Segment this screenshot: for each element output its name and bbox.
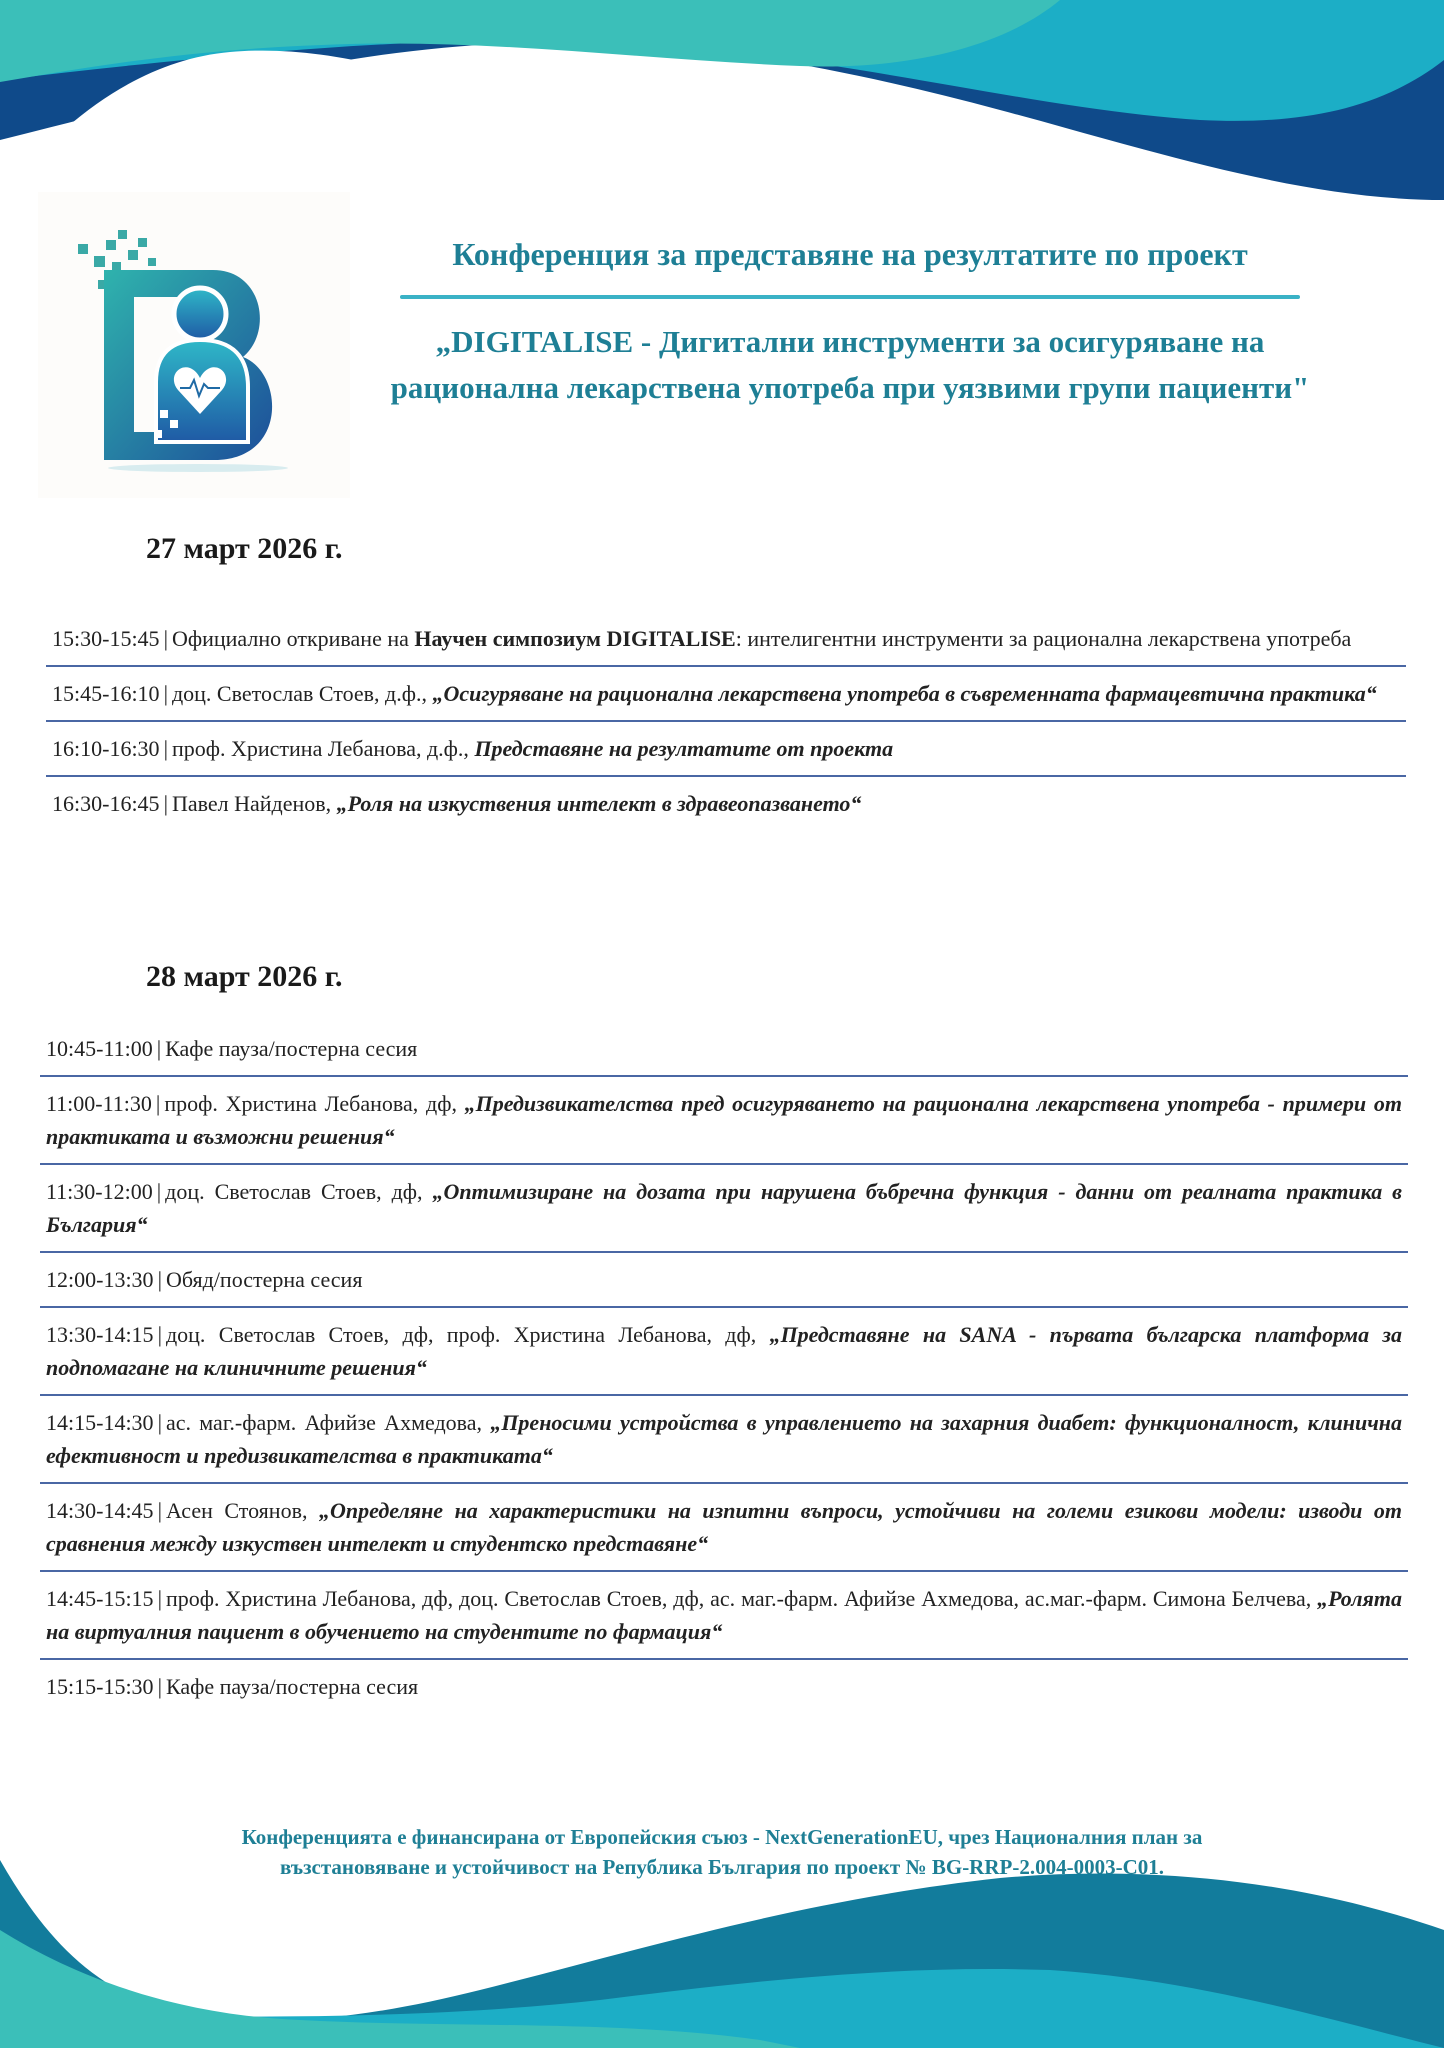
- session-time: 15:15-15:30: [46, 1674, 154, 1699]
- schedule-item: [40, 1660, 1408, 1713]
- session-speaker-or-text: Кафе пауза/постерна сесия: [165, 1674, 419, 1699]
- session-speaker-or-text: проф. Христина Лебанова, дф,: [164, 1091, 465, 1116]
- session-speaker-or-text: Павел Найденов,: [171, 791, 337, 816]
- separator: |: [157, 1410, 162, 1435]
- schedule-item: [46, 777, 1406, 830]
- separator: |: [157, 1267, 162, 1292]
- schedule-item: [40, 1484, 1408, 1572]
- separator: |: [163, 681, 168, 706]
- session-time: 16:10-16:30: [52, 736, 160, 761]
- schedule-item: [40, 1022, 1408, 1077]
- conference-title: Конференция за представяне на резултатите по проект: [452, 236, 1248, 272]
- session-time: 12:00-13:30: [46, 1267, 154, 1292]
- project-title: „DIGITALISE - Дигитални инструменти за осигуряване на рационална лекарствена употреба при уязвими групи пациенти": [390, 324, 1310, 405]
- session-text-continued: : интелигентни инструменти за рационална лекарствена употреба: [735, 626, 1352, 651]
- schedule-item: [40, 1308, 1408, 1396]
- session-time: 14:15-14:30: [46, 1410, 154, 1435]
- session-speaker-or-text: Асен Стоянов,: [165, 1498, 319, 1523]
- project-logo: [38, 192, 350, 498]
- separator: |: [157, 1674, 162, 1699]
- session-speaker-or-text: проф. Христина Лебанова, д.ф.,: [171, 736, 475, 761]
- separator: |: [163, 791, 168, 816]
- day-2-schedule: [40, 1022, 1408, 1713]
- separator: |: [163, 626, 168, 651]
- separator: |: [157, 1586, 162, 1611]
- session-speaker-or-text: Кафе пауза/постерна сесия: [165, 1036, 418, 1061]
- schedule-item: [40, 1396, 1408, 1484]
- session-time: 15:45-16:10: [52, 681, 160, 706]
- session-speaker-or-text: Официално откриване на: [171, 626, 415, 651]
- session-title: „Преносими устройства в управлението на захарния диабет: функционалност, клинична ефективност и предизвикателства в практиката“: [46, 1410, 1402, 1468]
- session-speaker-or-text: доц. Светослав Стоев, дф,: [165, 1179, 433, 1204]
- schedule-item: [40, 1572, 1408, 1660]
- session-title: „Осигуряване на рационална лекарствена употреба в съвременната фармацевтична практика“: [432, 681, 1377, 706]
- session-title: „Представяне на SANA - първата българска платформа за подпомагане на клиничните решения“: [46, 1322, 1402, 1380]
- session-time: 14:45-15:15: [46, 1586, 154, 1611]
- session-time: 10:45-11:00: [46, 1036, 153, 1061]
- session-time: 14:30-14:45: [46, 1498, 154, 1523]
- session-time: 11:30-12:00: [46, 1179, 153, 1204]
- session-time: 16:30-16:45: [52, 791, 160, 816]
- conference-header: [350, 236, 1350, 411]
- session-time: 15:30-15:45: [52, 626, 160, 651]
- session-speaker-or-text: проф. Христина Лебанова, дф, доц. Светослав Стоев, дф, ас. маг.-фарм. Афийзе Ахмедова, ас.маг.-фарм. Симона Белчева,: [165, 1586, 1318, 1611]
- separator: |: [157, 1498, 162, 1523]
- day-1-schedule: [46, 612, 1406, 830]
- session-title: „Предизвикателства пред осигуряването на рационална лекарствена употреба - примери от практиката и възможни решения“: [46, 1091, 1402, 1149]
- separator: |: [157, 1322, 162, 1347]
- schedule-item: [40, 1253, 1408, 1308]
- day-2-date: 28 март 2026 г.: [146, 960, 343, 993]
- bottom-wave-decoration: [0, 1820, 1444, 2048]
- schedule-item: [40, 1165, 1408, 1253]
- session-title: „Ролята на виртуалния пациент в обучението на студентите по фармация“: [46, 1586, 1402, 1644]
- session-title: „Определяне на характеристики на изпитни въпроси, устойчиви на големи езикови модели: изводи от сравнения между изкуствен интелект и студентско представяне“: [46, 1498, 1403, 1556]
- day-1-date: 27 март 2026 г.: [146, 532, 343, 565]
- session-speaker-or-text: Обяд/постерна сесия: [165, 1267, 363, 1292]
- session-speaker-or-text: доц. Светослав Стоев, д.ф.,: [171, 681, 433, 706]
- schedule-item: [46, 722, 1406, 777]
- schedule-item: [46, 667, 1406, 722]
- separator: |: [163, 736, 168, 761]
- session-title: Представяне на резултатите от проекта: [474, 736, 894, 761]
- digitalise-logo-icon: [38, 192, 350, 498]
- session-time: 13:30-14:15: [46, 1322, 154, 1347]
- separator: |: [156, 1179, 162, 1204]
- session-time: 11:00-11:30: [46, 1091, 152, 1116]
- session-title: „Оптимизиране на дозата при нарушена бъбречна функция - данни от реалната практика в България“: [46, 1179, 1402, 1237]
- funding-line-2: възстановяване и устойчивост на Република България по проект № BG-RRP-2.004-0003-C01.: [280, 1855, 1164, 1879]
- schedule-item: [40, 1077, 1408, 1165]
- top-wave-decoration: [0, 0, 1444, 220]
- schedule-item: [46, 612, 1406, 667]
- separator: |: [155, 1091, 161, 1116]
- session-speaker-or-text: ас. маг.-фарм. Афийзе Ахмедова,: [165, 1410, 491, 1435]
- separator: |: [156, 1036, 162, 1061]
- funding-line-1: Конференцията е финансирана от Европейския съюз - NextGenerationEU, чрез Националния план за: [241, 1825, 1203, 1849]
- session-title: „Роля на изкуствения интелект в здравеопазването“: [336, 791, 862, 816]
- session-highlight: Научен симпозиум DIGITALISE: [414, 626, 736, 651]
- session-speaker-or-text: доц. Светослав Стоев, дф, проф. Христина Лебанова, дф,: [165, 1322, 770, 1347]
- title-divider: [400, 295, 1300, 299]
